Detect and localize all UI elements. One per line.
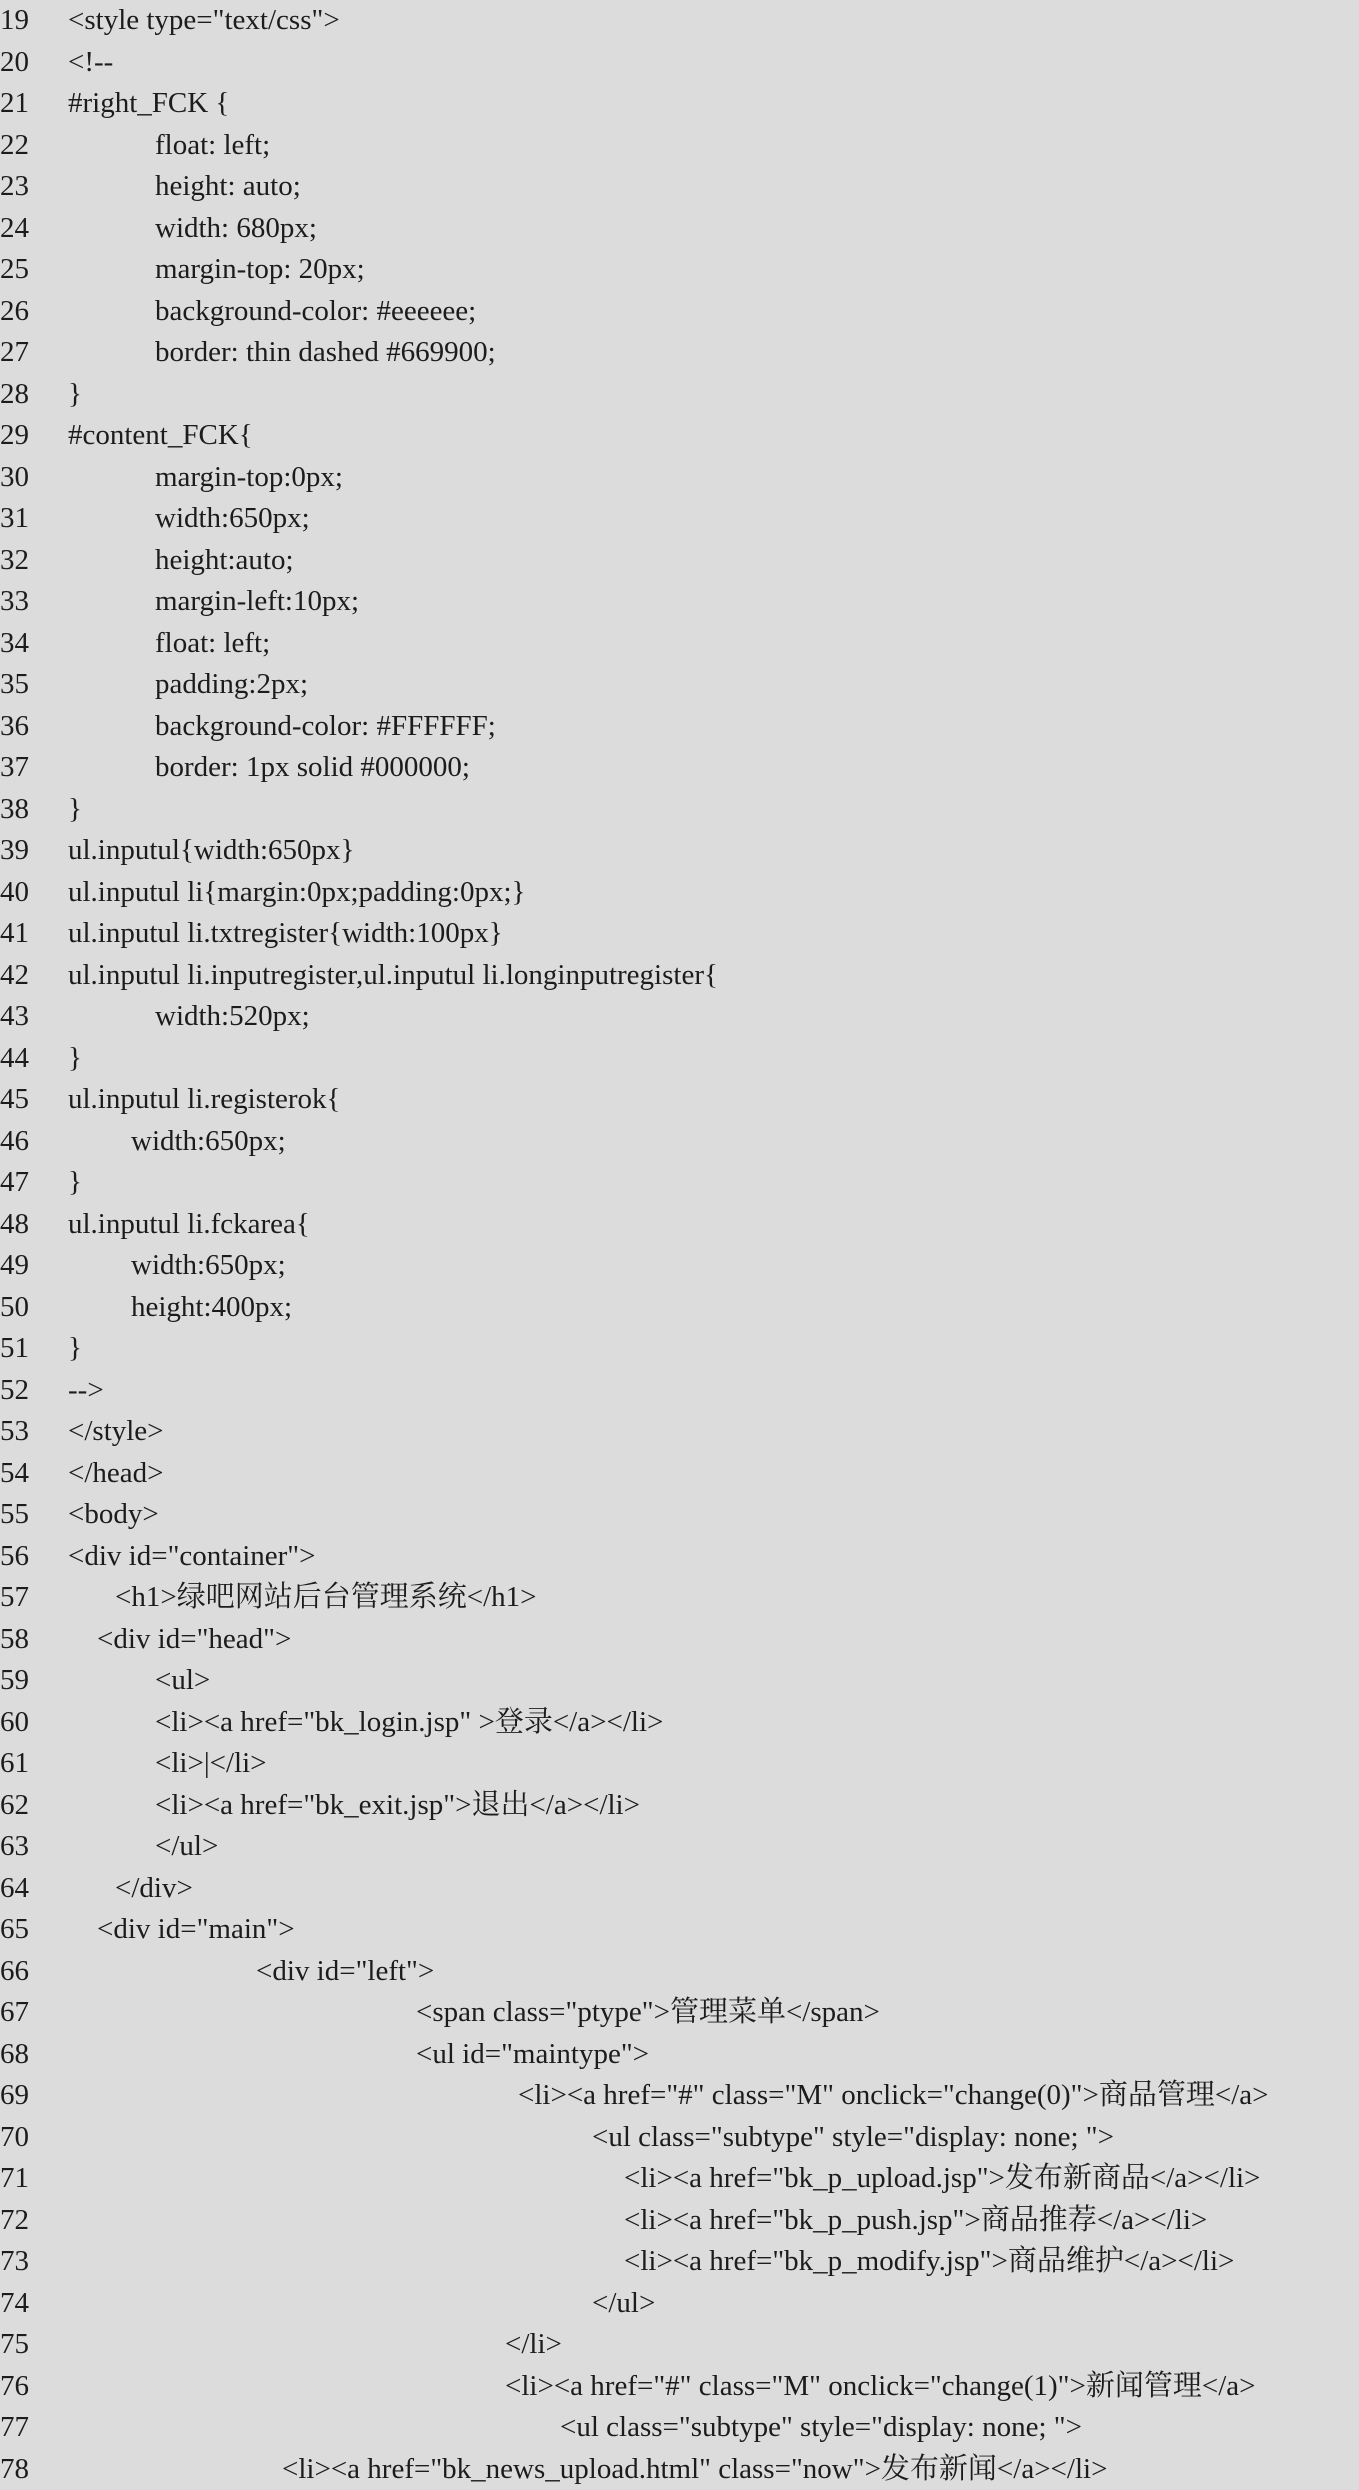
code-line xyxy=(0,2407,1359,2449)
code-line xyxy=(0,1079,1359,1121)
code-text: ul.inputul{width:650px} xyxy=(68,830,354,872)
line-number: 55 xyxy=(0,1494,56,1536)
code-line xyxy=(0,1411,1359,1453)
code-line xyxy=(0,42,1359,84)
code-text: <ul id="maintype"> xyxy=(416,2034,649,2076)
code-line xyxy=(0,1743,1359,1785)
code-text: margin-top:0px; xyxy=(155,457,343,499)
line-number: 58 xyxy=(0,1619,56,1661)
line-number: 38 xyxy=(0,789,56,831)
code-text: width:650px; xyxy=(131,1121,286,1163)
code-line xyxy=(0,1328,1359,1370)
code-line xyxy=(0,1909,1359,1951)
code-line xyxy=(0,996,1359,1038)
line-number: 47 xyxy=(0,1162,56,1204)
line-number: 53 xyxy=(0,1411,56,1453)
code-text: <ul class="subtype" style="display: none; "> xyxy=(560,2407,1082,2449)
code-text: <li><a href="bk_p_upload.jsp">发布新商品</a></li> xyxy=(624,2158,1260,2200)
code-line xyxy=(0,1577,1359,1619)
code-line xyxy=(0,1868,1359,1910)
code-text: margin-top: 20px; xyxy=(155,249,365,291)
line-number: 52 xyxy=(0,1370,56,1412)
code-line xyxy=(0,664,1359,706)
code-text: <span class="ptype">管理菜单</span> xyxy=(416,1992,880,2034)
code-text: } xyxy=(68,789,82,831)
line-number: 23 xyxy=(0,166,56,208)
code-text: </ul> xyxy=(155,1826,218,1868)
code-text: float: left; xyxy=(155,125,270,167)
code-text: width: 680px; xyxy=(155,208,317,250)
code-line xyxy=(0,1536,1359,1578)
line-number: 45 xyxy=(0,1079,56,1121)
code-line xyxy=(0,0,1359,42)
code-text: ul.inputul li.txtregister{width:100px} xyxy=(68,913,503,955)
line-number: 75 xyxy=(0,2324,56,2366)
code-text: <h1>绿吧网站后台管理系统</h1> xyxy=(115,1577,536,1619)
code-line xyxy=(0,2449,1359,2490)
line-number: 74 xyxy=(0,2283,56,2325)
code-line xyxy=(0,208,1359,250)
line-number: 62 xyxy=(0,1785,56,1827)
line-number: 39 xyxy=(0,830,56,872)
line-number: 51 xyxy=(0,1328,56,1370)
code-text: width:650px; xyxy=(131,1245,286,1287)
line-number: 65 xyxy=(0,1909,56,1951)
line-number: 63 xyxy=(0,1826,56,1868)
code-text: <!-- xyxy=(68,42,113,84)
code-line xyxy=(0,1162,1359,1204)
line-number: 35 xyxy=(0,664,56,706)
line-number: 19 xyxy=(0,0,56,42)
line-number: 70 xyxy=(0,2117,56,2159)
code-line xyxy=(0,2034,1359,2076)
line-number: 73 xyxy=(0,2241,56,2283)
code-line xyxy=(0,291,1359,333)
line-number: 24 xyxy=(0,208,56,250)
line-number: 78 xyxy=(0,2449,56,2490)
code-text: width:520px; xyxy=(155,996,310,1038)
line-number: 59 xyxy=(0,1660,56,1702)
code-line xyxy=(0,747,1359,789)
code-text: width:650px; xyxy=(155,498,310,540)
code-text: border: thin dashed #669900; xyxy=(155,332,496,374)
line-number: 50 xyxy=(0,1287,56,1329)
line-number: 54 xyxy=(0,1453,56,1495)
line-number: 72 xyxy=(0,2200,56,2242)
code-text: height:auto; xyxy=(155,540,294,582)
code-line xyxy=(0,125,1359,167)
code-text: </div> xyxy=(115,1868,193,1910)
code-text: <li><a href="bk_p_modify.jsp">商品维护</a></li> xyxy=(624,2241,1234,2283)
code-line xyxy=(0,955,1359,997)
code-text: </li> xyxy=(505,2324,562,2366)
code-text: background-color: #eeeeee; xyxy=(155,291,476,333)
code-line xyxy=(0,1370,1359,1412)
code-text: <div id="head"> xyxy=(97,1619,291,1661)
code-text: <li><a href="bk_exit.jsp">退出</a></li> xyxy=(155,1785,640,1827)
line-number: 27 xyxy=(0,332,56,374)
code-text: } xyxy=(68,374,82,416)
line-number: 41 xyxy=(0,913,56,955)
code-line xyxy=(0,374,1359,416)
code-text: </style> xyxy=(68,1411,164,1453)
line-number: 29 xyxy=(0,415,56,457)
code-text: height: auto; xyxy=(155,166,301,208)
code-text: </ul> xyxy=(592,2283,655,2325)
line-number: 34 xyxy=(0,623,56,665)
code-text: <li><a href="bk_login.jsp" >登录</a></li> xyxy=(155,1702,663,1744)
code-text: </head> xyxy=(68,1453,164,1495)
code-text: } xyxy=(68,1328,82,1370)
code-text: <li>|</li> xyxy=(155,1743,267,1785)
code-text: ul.inputul li{margin:0px;padding:0px;} xyxy=(68,872,525,914)
code-line xyxy=(0,1204,1359,1246)
line-number: 48 xyxy=(0,1204,56,1246)
code-line xyxy=(0,2117,1359,2159)
code-line xyxy=(0,1494,1359,1536)
line-number: 32 xyxy=(0,540,56,582)
code-line xyxy=(0,2366,1359,2408)
code-text: height:400px; xyxy=(131,1287,292,1329)
code-line xyxy=(0,1619,1359,1661)
code-text: <div id="container"> xyxy=(68,1536,316,1578)
code-line xyxy=(0,83,1359,125)
code-line xyxy=(0,332,1359,374)
line-number: 28 xyxy=(0,374,56,416)
code-text: ul.inputul li.inputregister,ul.inputul li.longinputregister{ xyxy=(68,955,718,997)
code-text: } xyxy=(68,1162,82,1204)
code-line xyxy=(0,581,1359,623)
code-line xyxy=(0,913,1359,955)
code-line xyxy=(0,1287,1359,1329)
code-line xyxy=(0,1121,1359,1163)
line-number: 21 xyxy=(0,83,56,125)
code-text: <div id="main"> xyxy=(97,1909,295,1951)
code-text: <ul> xyxy=(155,1660,210,1702)
code-line xyxy=(0,1826,1359,1868)
line-number: 67 xyxy=(0,1992,56,2034)
line-number: 60 xyxy=(0,1702,56,1744)
code-text: --> xyxy=(68,1370,104,1412)
code-text: <li><a href="bk_news_upload.html" class="now">发布新闻</a></li> xyxy=(282,2449,1107,2490)
line-number: 69 xyxy=(0,2075,56,2117)
code-line xyxy=(0,2324,1359,2366)
line-number: 71 xyxy=(0,2158,56,2200)
line-number: 76 xyxy=(0,2366,56,2408)
line-number: 43 xyxy=(0,996,56,1038)
code-text: padding:2px; xyxy=(155,664,308,706)
code-line xyxy=(0,415,1359,457)
code-text: background-color: #FFFFFF; xyxy=(155,706,496,748)
line-number: 25 xyxy=(0,249,56,291)
code-line xyxy=(0,2241,1359,2283)
code-line xyxy=(0,623,1359,665)
code-text: <li><a href="#" class="M" onclick="change(1)">新闻管理</a> xyxy=(505,2366,1256,2408)
line-number: 31 xyxy=(0,498,56,540)
line-number: 66 xyxy=(0,1951,56,1993)
line-number: 30 xyxy=(0,457,56,499)
code-line xyxy=(0,457,1359,499)
code-line xyxy=(0,1702,1359,1744)
line-number: 57 xyxy=(0,1577,56,1619)
code-line xyxy=(0,830,1359,872)
code-text: <ul class="subtype" style="display: none; "> xyxy=(592,2117,1114,2159)
code-line xyxy=(0,166,1359,208)
code-text: #content_FCK{ xyxy=(68,415,253,457)
code-line xyxy=(0,1660,1359,1702)
code-line xyxy=(0,872,1359,914)
code-line xyxy=(0,1785,1359,1827)
line-number: 44 xyxy=(0,1038,56,1080)
code-line xyxy=(0,2283,1359,2325)
line-number: 36 xyxy=(0,706,56,748)
code-line xyxy=(0,498,1359,540)
line-number: 33 xyxy=(0,581,56,623)
code-line xyxy=(0,789,1359,831)
code-line xyxy=(0,540,1359,582)
code-line xyxy=(0,1992,1359,2034)
code-line xyxy=(0,249,1359,291)
code-line xyxy=(0,2158,1359,2200)
line-number: 61 xyxy=(0,1743,56,1785)
code-text: <style type="text/css"> xyxy=(68,0,340,42)
code-line xyxy=(0,2200,1359,2242)
code-text: <div id="left"> xyxy=(256,1951,434,1993)
line-number: 42 xyxy=(0,955,56,997)
code-line xyxy=(0,1951,1359,1993)
code-text: ul.inputul li.fckarea{ xyxy=(68,1204,310,1246)
code-text: ul.inputul li.registerok{ xyxy=(68,1079,340,1121)
code-text: } xyxy=(68,1038,82,1080)
line-number: 77 xyxy=(0,2407,56,2449)
code-line xyxy=(0,2075,1359,2117)
code-text: <li><a href="bk_p_push.jsp">商品推荐</a></li> xyxy=(624,2200,1207,2242)
code-line xyxy=(0,1245,1359,1287)
line-number: 68 xyxy=(0,2034,56,2076)
code-text: float: left; xyxy=(155,623,270,665)
line-number: 20 xyxy=(0,42,56,84)
line-number: 56 xyxy=(0,1536,56,1578)
code-text: #right_FCK { xyxy=(68,83,229,125)
line-number: 49 xyxy=(0,1245,56,1287)
line-number: 64 xyxy=(0,1868,56,1910)
code-text: margin-left:10px; xyxy=(155,581,359,623)
line-number: 37 xyxy=(0,747,56,789)
code-text: border: 1px solid #000000; xyxy=(155,747,470,789)
line-number: 22 xyxy=(0,125,56,167)
code-text: <body> xyxy=(68,1494,159,1536)
code-line xyxy=(0,1453,1359,1495)
code-line xyxy=(0,1038,1359,1080)
code-text: <li><a href="#" class="M" onclick="change(0)">商品管理</a> xyxy=(518,2075,1269,2117)
line-number: 40 xyxy=(0,872,56,914)
code-line xyxy=(0,706,1359,748)
line-number: 46 xyxy=(0,1121,56,1163)
line-number: 26 xyxy=(0,291,56,333)
